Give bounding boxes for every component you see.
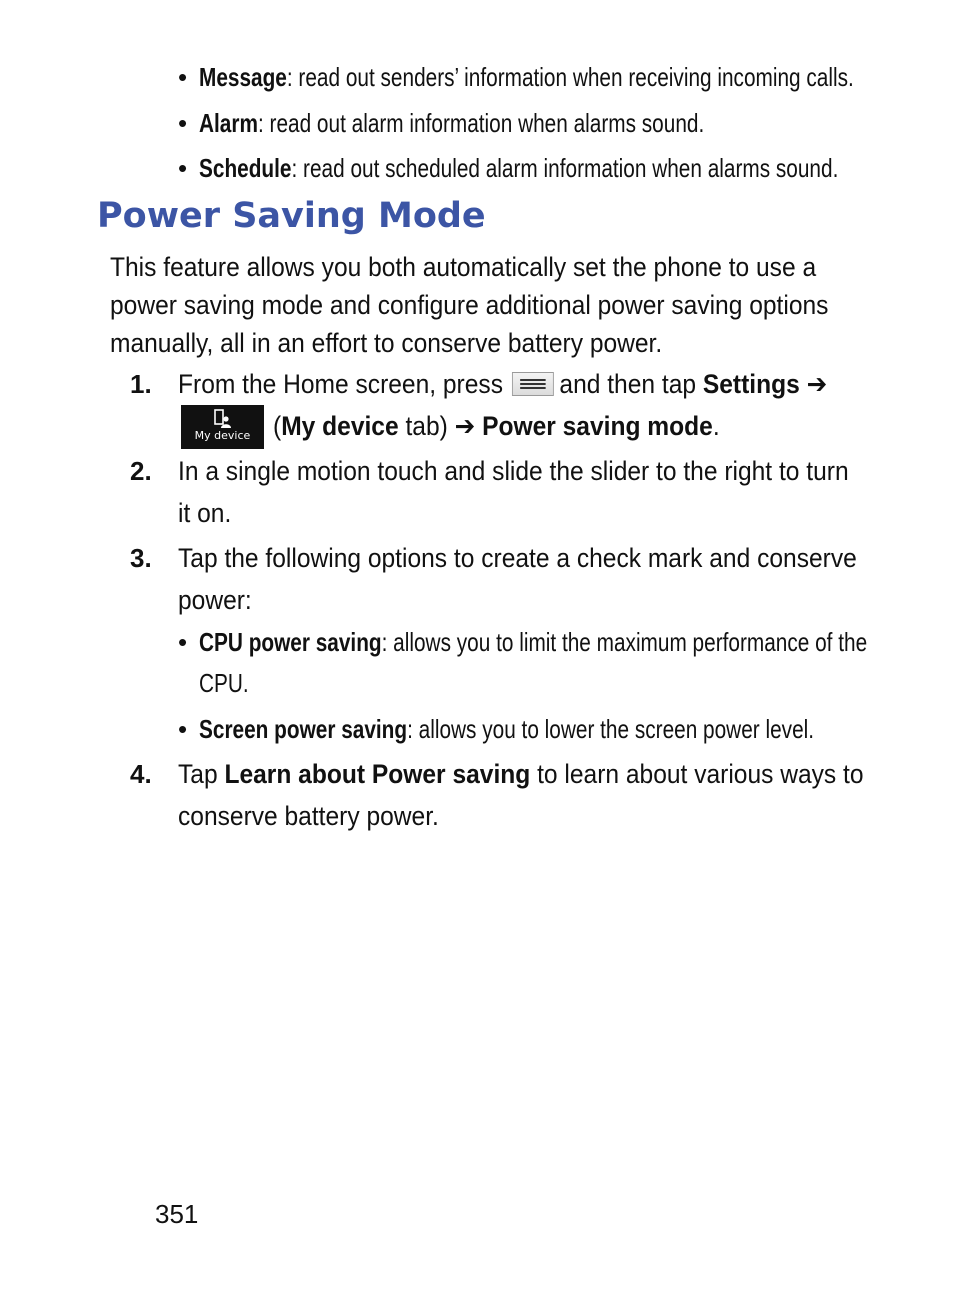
intro-line: This feature allows you both automatically set the phone to use a — [110, 252, 817, 282]
section-heading: Power Saving Mode — [97, 196, 486, 236]
step-1-line-1: From the Home screen, press and then tap Settings ➔ — [178, 369, 828, 399]
arrow-icon: ➔ — [454, 411, 476, 441]
bullet-term: Message — [199, 62, 287, 92]
step-number: 4. — [130, 759, 152, 789]
sub-bullet-continuation: CPU. — [199, 668, 249, 698]
bullet-term: Screen power saving — [199, 714, 408, 744]
bullet-schedule: • Schedule: read out scheduled alarm information when alarms sound. — [178, 153, 839, 183]
step-2-line-1: In a single motion touch and slide the slider to the right to turn — [178, 456, 849, 486]
sub-bullet-screen-power-saving: • Screen power saving: allows you to lower the screen power level. — [178, 714, 815, 744]
intro-line: power saving mode and configure additional power saving options — [110, 290, 829, 320]
step-3-line-1: Tap the following options to create a check mark and conserve — [178, 543, 857, 573]
my-device-tab-icon — [181, 405, 264, 449]
menu-key-icon — [512, 372, 554, 396]
bullet-alarm: • Alarm: read out alarm information when alarms sound. — [178, 108, 705, 138]
bullet-message: • Message: read out senders’ information when receiving incoming calls. — [178, 62, 854, 92]
sub-bullet-cpu-power-saving: • CPU power saving: allows you to limit the maximum performance of the — [178, 627, 868, 657]
intro-line: manually, all in an effort to conserve battery power. — [110, 328, 663, 358]
power-saving-mode-label: Power saving mode — [482, 411, 713, 441]
step-number: 3. — [130, 543, 152, 573]
bullet-desc: : read out senders’ information when receiving incoming calls. — [286, 62, 854, 92]
bullet-desc: : allows you to limit the maximum performance of the — [381, 627, 868, 657]
bullet-desc: : allows you to lower the screen power level. — [407, 714, 815, 744]
learn-about-power-saving-label: Learn about Power saving — [224, 759, 531, 789]
my-device-icon-label: My device — [194, 429, 251, 442]
step-number: 1. — [130, 369, 152, 399]
my-device-label: My device — [281, 411, 399, 441]
bullet-term: Schedule — [199, 153, 292, 183]
step-2-line-2: it on. — [178, 498, 232, 528]
bullet-term: Alarm — [199, 108, 258, 138]
step-4-line-2: conserve battery power. — [178, 801, 439, 831]
bullet-term: CPU power saving — [199, 627, 382, 657]
page-number: 351 — [155, 1199, 199, 1229]
bullet-desc: : read out alarm information when alarms sound. — [257, 108, 705, 138]
step-1-line-2: (My device tab) ➔ Power saving mode. — [273, 411, 720, 441]
bullet-desc: : read out scheduled alarm information when alarms sound. — [291, 153, 839, 183]
step-number: 2. — [130, 456, 152, 486]
arrow-icon: ➔ — [806, 369, 828, 399]
step-4-line-1: Tap Learn about Power saving to learn about various ways to — [178, 759, 864, 789]
step-3-line-2: power: — [178, 585, 252, 615]
settings-label: Settings — [702, 369, 800, 399]
